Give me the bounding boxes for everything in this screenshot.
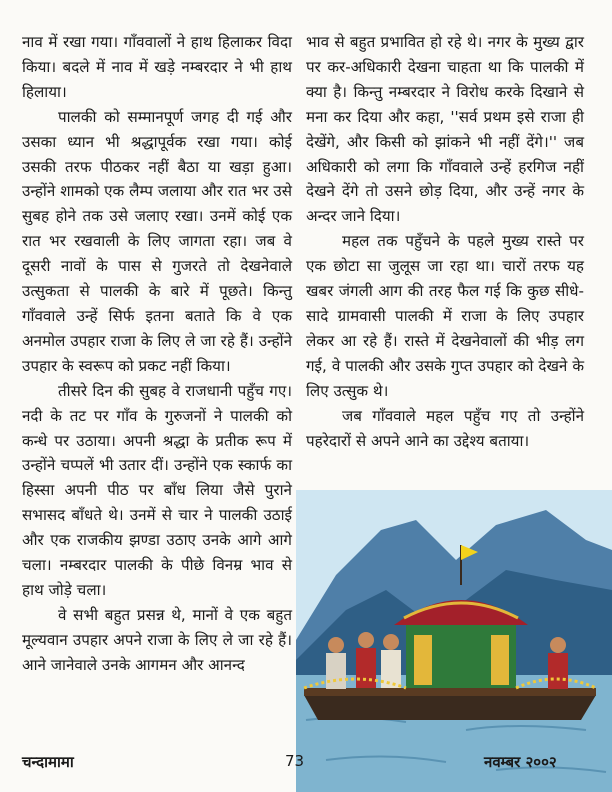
paragraph: तीसरे दिन की सुबह वे राजधानी पहुँच गए। नदी के तट पर गाँव के गुरुजनों ने पालकी को कन्धे पर उठाया। अपनी श्रद्धा के प्रतीक रूप में उन्होंने चप्पलें भी उतार दीं। उन्होंने एक स्कार्फ का हिस्सा अपनी पीठ पर बाँध लिया जैसे पुराने सभासद बाँधते थे। उनमें से चार ने पालकी उठाई और एक राजकीय झण्डा उठाए उनके आगे आगे चला। नम्बरदार पालकी के पीछे विनम्र भाव से हाथ जोड़े चला। — [22, 381, 292, 599]
paragraph: महल तक पहुँचने के पहले मुख्य रास्ते पर एक छोटा सा जुलूस जा रहा था। चारों तरफ यह खबर जंगली आग की तरह फैल गई कि कुछ सीधे-सादे ग्रामवासी पालकी में राजा के लिए उपहार लेकर आ रहे हैं। रास्ते में देखनेवालों की भीड़ लग गई, वे पालकी और उसके गुप्त उपहार को देखने के लिए उत्सुक थे। — [306, 232, 584, 400]
paragraph: जब गाँववाले महल पहुँच गए तो उन्होंने पहरेदारों से अपने आने का उद्देश्य बताया। — [306, 406, 584, 450]
paragraph: वे सभी बहुत प्रसन्न थे, मानों वे एक बहुत मूल्यवान उपहार अपने राजा के लिए ले जा रहे हैं। आने जानेवाले उनके आगमन और आनन्द — [22, 605, 292, 674]
page-number: 73 — [285, 752, 305, 770]
boat-hull — [304, 695, 596, 720]
right-text-column — [306, 30, 584, 453]
boat-illustration — [296, 490, 612, 792]
paragraph: भाव से बहुत प्रभावित हो रहे थे। नगर के मुख्य द्वार पर कर-अधिकारी देखना चाहता था कि पालकी में क्या है। किन्तु नम्बरदार ने विरोध करके दिखाने से मना कर दिया और कहा, ''सर्व प्रथम इसे राजा ही देखेंगे, और किसी को झांकने भी नहीं देंगे।'' जब अधिकारी को लगा कि गाँववाले उन्हें हरगिज नहीं देखने देंगे तो उसने छोड़ दिया, और उन्हें नगर के अन्दर जाने दिया। — [306, 33, 584, 226]
left-text-column — [22, 30, 292, 678]
paragraph: पालकी को सम्मानपूर्ण जगह दी गई और उसका ध्यान भी श्रद्धापूर्वक रखा गया। कोई उसकी तरफ पीठकर नहीं बैठा या खड़ा हुआ। उन्होंने शामको एक लैम्प जलाया और रात भर उसे सुबह होने तक उसे जलाए रखा। उनमें कोई एक रात भर रखवाली के लिए जागता रहा। जब वे दूसरी नावों के पास से गुजरते तो देखनेवाले उत्सुकता से पालकी के बारे में पूछते। किन्तु गाँववाले उन्हें सिर्फ इतना बताते कि वे एक अनमोल उपहार राजा के लिए ले जा रहे हैं। उन्होंने उपहार के स्वरूप को प्रकट नहीं किया। — [22, 107, 292, 375]
magazine-name: चन्दामामा — [22, 753, 74, 771]
paragraph: नाव में रखा गया। गाँववालों ने हाथ हिलाकर विदा किया। बदले में नाव में खड़े नम्बरदार ने भी हाथ हिलाया। — [22, 33, 292, 101]
issue-month: नवम्बर २००२ — [484, 753, 557, 771]
